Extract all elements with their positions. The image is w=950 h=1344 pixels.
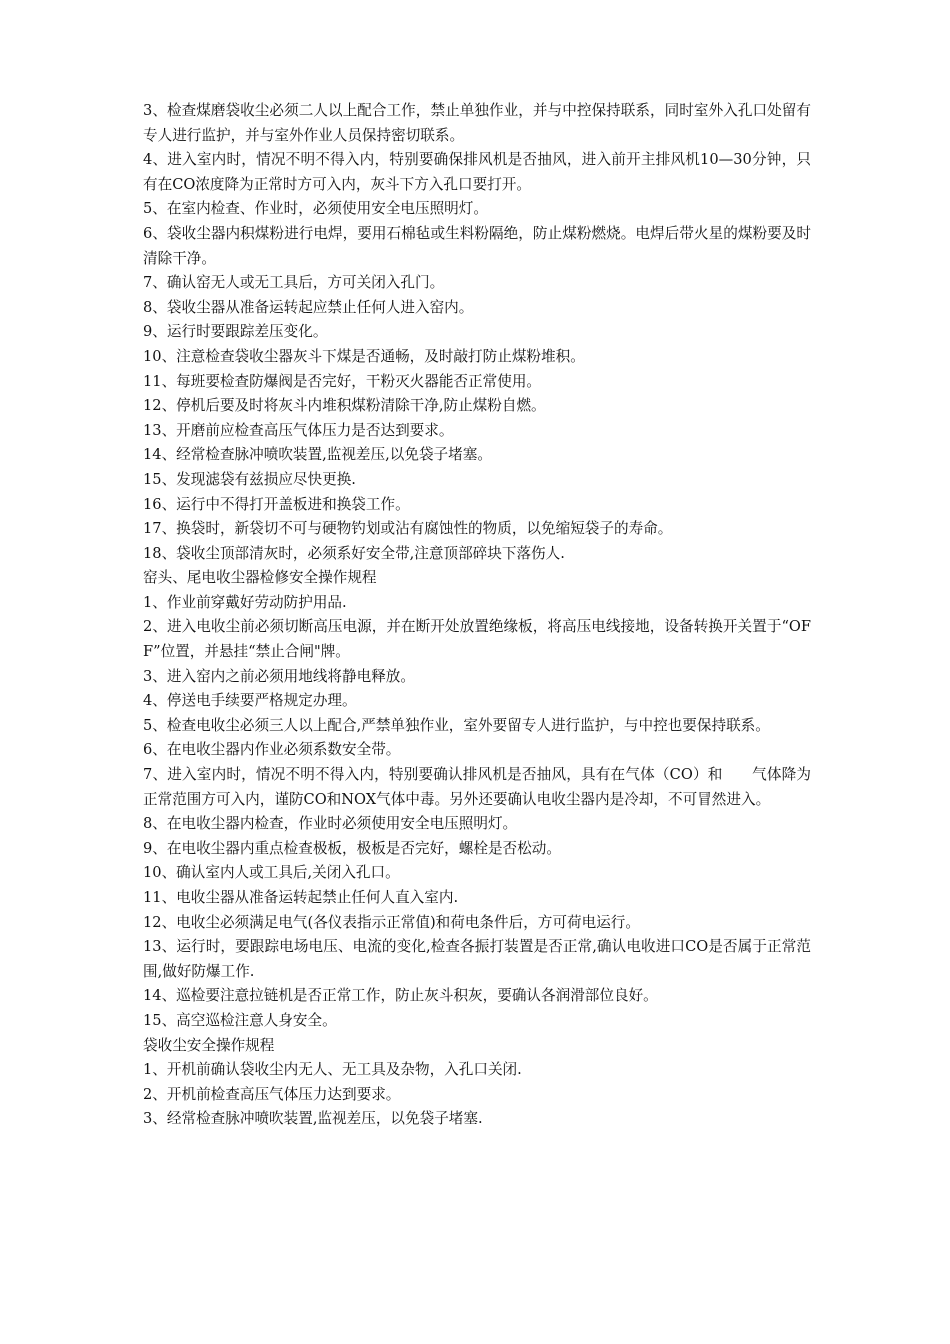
section-heading: 窑头、尾电收尘器检修安全操作规程 xyxy=(143,569,377,587)
rule-item: 11、每班要检查防爆阀是否完好，干粉灭火器能否正常使用。 xyxy=(143,372,542,390)
rule-item: 5、检查电收尘必须三人以上配合,严禁单独作业，室外要留专人进行监护，与中控也要保持联系。 xyxy=(143,716,770,734)
rule-item: 9、运行时要跟踪差压变化。 xyxy=(143,323,328,341)
rule-item: 5、在室内检查、作业时，必须使用安全电压照明灯。 xyxy=(143,200,488,218)
rule-item: 17、换袋时，新袋切不可与硬物钓划或沾有腐蚀性的物质，以免缩短袋子的寿命。 xyxy=(143,520,673,538)
rule-item: 6、在电收尘器内作业必须系数安全带。 xyxy=(143,741,401,759)
document-body xyxy=(143,99,811,1132)
rule-item: 12、停机后要及时将灰斗内堆积煤粉清除干净,防止煤粉自燃。 xyxy=(143,397,546,415)
rule-item: 13、开磨前应检查高压气体压力是否达到要求。 xyxy=(143,421,454,439)
rule-item: 14、经常检查脉冲喷吹装置,监视差压,以免袋子堵塞。 xyxy=(143,446,492,464)
rule-item: 2、开机前检查高压气体压力达到要求。 xyxy=(143,1085,401,1103)
rule-item: 8、在电收尘器内检查，作业时必须使用安全电压照明灯。 xyxy=(143,815,518,833)
section-heading: 袋收尘安全操作规程 xyxy=(143,1036,275,1054)
rule-item: 18、袋收尘顶部清灰时，必须系好安全带,注意顶部碎块下落伤人. xyxy=(143,544,565,562)
section-bag-dust-collector-coal-mill xyxy=(143,99,811,566)
rule-item: 7、进入室内时，情况不明不得入内，特别要确认排风机是否抽风，具有在气体（CO）和 气体降为正常范围方可入内，谨防CO和NOX气体中毒。另外还要确认电收尘器内是冷却，不可冒然进入。 xyxy=(143,766,811,808)
rule-item: 1、开机前确认袋收尘内无人、无工具及杂物，入孔口关闭. xyxy=(143,1061,522,1079)
rule-item: 4、进入室内时，情况不明不得入内，特别要确保排风机是否抽风，进入前开主排风机10—30分钟，只有在CO浓度降为正常时方可入内，灰斗下方入孔口要打开。 xyxy=(143,151,811,193)
rule-item: 2、进入电收尘前必须切断高压电源，并在断开处放置绝缘板，将高压电线接地，设备转换开关置于“OFF”位置，并悬挂“禁止合闸"牌。 xyxy=(143,618,811,661)
rule-item: 13、运行时，要跟踪电场电压、电流的变化,检查各振打装置是否正常,确认电收进口CO是否属于正常范围,做好防爆工作. xyxy=(143,938,811,980)
rule-item: 9、在电收尘器内重点检查极板，极板是否完好，螺栓是否松动。 xyxy=(143,839,561,857)
rule-item: 10、注意检查袋收尘器灰斗下煤是否通畅，及时敲打防止煤粉堆积。 xyxy=(143,347,585,365)
rule-item: 14、巡检要注意拉链机是否正常工作，防止灰斗积灰，要确认各润滑部位良好。 xyxy=(143,987,658,1005)
rule-item: 11、电收尘器从准备运转起禁止任何人直入室内. xyxy=(143,889,459,906)
section-bag-dust-collector-operation xyxy=(143,1034,811,1132)
rule-item: 3、进入窑内之前必须用地线将静电释放。 xyxy=(143,667,415,685)
rule-item: 15、高空巡检注意人身安全。 xyxy=(143,1011,337,1029)
section-electrostatic-precipitator xyxy=(143,566,811,1033)
rule-item: 10、确认室内人或工具后,关闭入孔口。 xyxy=(143,864,400,882)
rule-item: 8、袋收尘器从准备运转起应禁止任何人进入窑内。 xyxy=(143,298,474,316)
rule-item: 12、电收尘必须满足电气(各仪表指示正常值)和荷电条件后，方可荷电运行。 xyxy=(143,913,640,931)
rule-item: 1、作业前穿戴好劳动防护用品. xyxy=(143,593,347,611)
rule-item: 3、检查煤磨袋收尘必须二人以上配合工作，禁止单独作业，并与中控保持联系，同时室外入孔口处留有专人进行监护，并与室外作业人员保持密切联系。 xyxy=(143,102,811,144)
rule-item: 6、袋收尘器内积煤粉进行电焊，要用石棉毡或生料粉隔绝，防止煤粉燃烧。电焊后带火星的煤粉要及时清除干净。 xyxy=(143,224,811,267)
rule-item: 3、经常检查脉冲喷吹装置,监视差压，以免袋子堵塞. xyxy=(143,1110,483,1128)
rule-item: 4、停送电手续要严格规定办理。 xyxy=(143,692,357,710)
rule-item: 16、运行中不得打开盖板进和换袋工作。 xyxy=(143,495,410,513)
rule-item: 7、确认窑无人或无工具后，方可关闭入孔门。 xyxy=(143,274,445,292)
rule-item: 15、发现滤袋有兹损应尽快更换. xyxy=(143,470,356,488)
